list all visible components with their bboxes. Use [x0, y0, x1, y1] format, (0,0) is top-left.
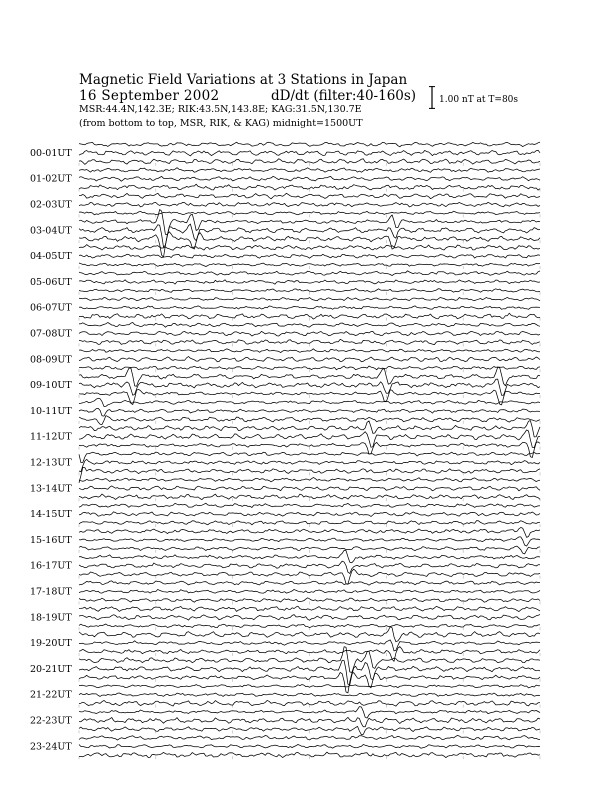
trace-msr	[79, 289, 540, 293]
trace-rik	[79, 640, 540, 651]
trace-rik	[79, 331, 540, 336]
hour-label: 07-08UT	[30, 328, 72, 340]
hour-label: 20-21UT	[30, 663, 72, 675]
trace-rik	[79, 408, 540, 416]
trace-rik	[79, 693, 540, 696]
trace-rik	[79, 430, 540, 448]
trace-rik	[79, 537, 540, 546]
hour-label: 06-07UT	[30, 302, 72, 314]
hour-label: 13-14UT	[30, 483, 72, 495]
trace-kag	[79, 647, 540, 673]
trace-kag	[79, 168, 540, 173]
trace-kag	[79, 685, 540, 688]
trace-rik	[79, 202, 540, 207]
trace-kag	[79, 606, 540, 611]
chart-component: dD/dt (filter:40-160s)	[271, 88, 417, 104]
trace-rik	[79, 176, 540, 181]
trace-rik	[79, 224, 540, 247]
trace-rik	[79, 717, 540, 726]
trace-kag	[79, 297, 540, 300]
trace-kag	[79, 452, 540, 463]
trace-msr	[79, 211, 540, 215]
hour-label: 01-02UT	[30, 173, 72, 185]
hour-label: 23-24UT	[30, 741, 72, 753]
hour-label: 18-19UT	[30, 612, 72, 624]
hour-label: 11-12UT	[30, 431, 72, 443]
hour-label: 09-10UT	[30, 380, 72, 392]
trace-rik	[79, 254, 540, 258]
hour-label: 15-16UT	[30, 534, 72, 546]
trace-msr	[79, 263, 540, 267]
hour-label: 22-23UT	[30, 715, 72, 727]
hour-label: 03-04UT	[30, 225, 72, 237]
trace-msr	[79, 624, 540, 628]
trace-msr	[79, 672, 540, 693]
trace-rik	[79, 745, 540, 749]
hour-label: 12-13UT	[30, 457, 72, 469]
hour-label: 04-05UT	[30, 251, 72, 263]
trace-kag	[79, 398, 540, 406]
trace-kag	[79, 528, 540, 538]
trace-kag	[79, 245, 540, 251]
trace-msr	[79, 232, 540, 257]
trace-rik	[79, 561, 540, 573]
trace-rik	[79, 280, 540, 284]
trace-rik	[79, 150, 540, 156]
trace-kag	[79, 736, 540, 741]
trace-kag	[79, 503, 540, 507]
hour-label: 02-03UT	[30, 199, 72, 211]
trace-kag	[79, 323, 540, 328]
trace-rik	[79, 306, 540, 309]
trace-rik	[79, 486, 540, 491]
trace-kag	[79, 210, 540, 235]
hour-label: 19-20UT	[30, 638, 72, 650]
trace-kag	[79, 193, 540, 199]
trace-kag	[79, 581, 540, 585]
trace-kag	[79, 271, 540, 276]
hour-label: 08-09UT	[30, 354, 72, 366]
trace-kag	[79, 349, 540, 353]
hour-label: 21-22UT	[30, 689, 72, 701]
station-order-note: (from bottom to top, MSR, RIK, & KAG) midnight=1500UT	[79, 118, 363, 129]
trace-kag	[79, 478, 540, 482]
hour-label: 00-01UT	[30, 147, 72, 159]
trace-rik	[79, 589, 540, 593]
hour-label: 10-11UT	[30, 405, 72, 417]
trace-kag	[79, 142, 540, 147]
chart-title: Magnetic Field Variations at 3 Stations in Japan	[79, 72, 408, 88]
chart-date: 16 September 2002	[79, 88, 220, 104]
trace-rik	[79, 615, 540, 621]
hour-label: 16-17UT	[30, 560, 72, 572]
trace-rik	[79, 357, 540, 362]
hour-label: 17-18UT	[30, 586, 72, 598]
trace-rik	[79, 512, 540, 517]
station-coordinates: MSR:44.4N,142.3E; RIK:43.5N,143.8E; KAG:31.5N,130.7E	[79, 104, 362, 115]
scale-label: 1.00 nT at T=80s	[439, 95, 519, 105]
hour-label: 05-06UT	[30, 276, 72, 288]
trace-kag	[79, 707, 540, 718]
hour-label: 14-15UT	[30, 509, 72, 521]
